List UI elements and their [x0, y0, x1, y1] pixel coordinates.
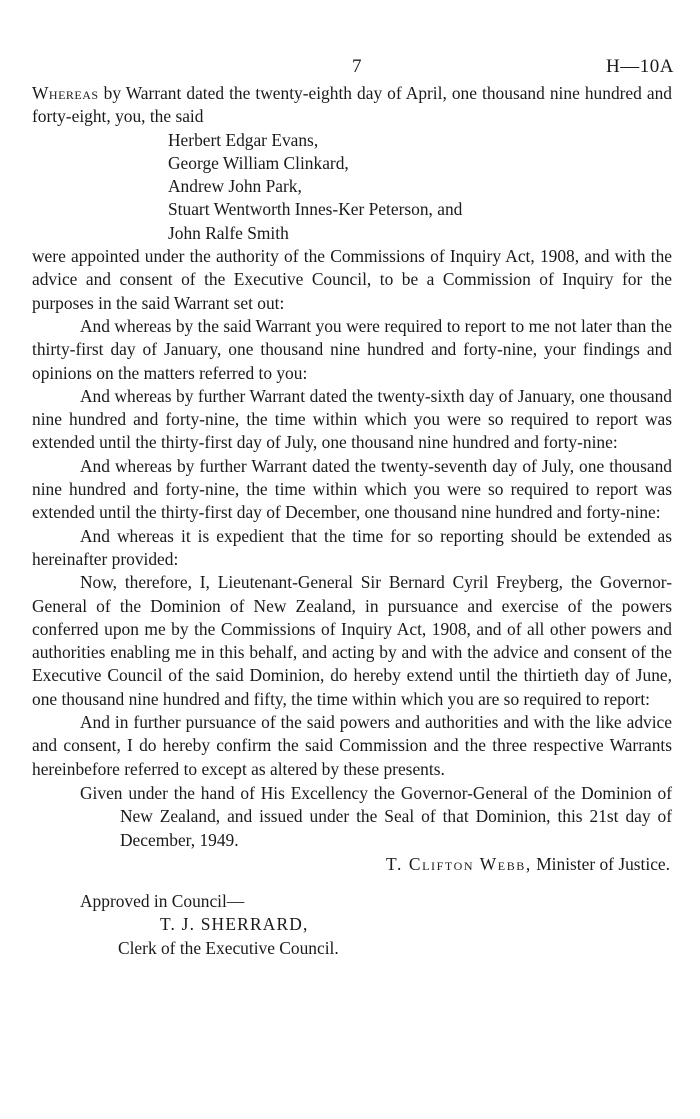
document-reference: H—10A: [606, 56, 674, 77]
whereas-paragraph: [32, 82, 672, 129]
minister-signature: [32, 853, 672, 876]
approved-line: Approved in Council—: [80, 891, 245, 912]
commissioner-name: Andrew John Park,: [168, 176, 302, 197]
whereas-text: by Warrant dated the twenty-eighth day of April, one thousand nine hundred and forty-eight, you, the said: [32, 83, 672, 127]
confirm-paragraph: And in further pursuance of the said powers and authorities and with the like advice and consent, I do hereby confirm the said Commission and the three respective Warrants hereinbefore referred to except as altered by these presents.: [32, 712, 672, 779]
further-warrant-paragraph-2: And whereas by further Warrant dated the twenty-seventh day of July, one thousand nine hundred and forty-nine, the time within which you were so required to report was extended until the thirty-first day of December, one thousand nine hundred and forty-nine:: [32, 455, 672, 523]
minister-name: T. Clifton Webb,: [386, 853, 532, 874]
document-body: [32, 55, 672, 960]
clerk-title: Clerk of the Executive Council.: [118, 937, 339, 958]
appointed-paragraph: were appointed under the authority of the Commissions of Inquiry Act, 1908, and with the advice and consent of the Executive Council, to be a Commission of Inquiry for the purposes in the said Warrant set out:: [32, 246, 672, 313]
commissioner-name: Stuart Wentworth Innes-Ker Peterson, and: [168, 199, 463, 220]
further-warrant-paragraph-1: And whereas by further Warrant dated the twenty-sixth day of January, one thousand nine hundred and forty-nine, the time within which you were so required to report was extended until the thirty-first day of July, one thousand nine hundred and forty-nine:: [32, 385, 672, 453]
commissioner-name: Herbert Edgar Evans,: [168, 129, 319, 150]
commissioner-names: [168, 129, 672, 245]
commissioner-name: John Ralfe Smith: [168, 222, 289, 243]
expedient-paragraph: And whereas it is expedient that the time for so reporting should be extended as hereinafter provided:: [32, 525, 672, 569]
whereas-lead: Whereas: [32, 83, 99, 103]
minister-title: Minister of Justice.: [531, 853, 670, 874]
commissioner-name: George William Clinkard,: [168, 152, 349, 173]
report-paragraph: And whereas by the said Warrant you were required to report to me not later than the thirty-first day of January, one thousand nine hundred and forty-nine, your findings and opinions on the matters referred to you:: [32, 315, 672, 383]
clerk-name: T. J. SHERRARD,: [160, 914, 309, 935]
page-number: 7: [352, 56, 362, 77]
now-therefore-paragraph: Now, therefore, I, Lieutenant-General Sir Bernard Cyril Freyberg, the Governor-General of the Dominion of New Zealand, in pursuance and exercise of the powers conferred upon me by the Commissions of Inquiry Act, 1908, and of all other powers and authorities enabling me in this behalf, and acting by and with the advice and consent of the Executive Council of the said Dominion, do hereby extend until the thirtieth day of June, one thousand nine hundred and fifty, the time within which you are so required to report:: [32, 572, 672, 709]
given-paragraph: Given under the hand of His Excellency the Governor-General of the Dominion of New Zealand, and issued under the Seal of that Dominion, this 21st day of December, 1949.: [80, 782, 672, 850]
